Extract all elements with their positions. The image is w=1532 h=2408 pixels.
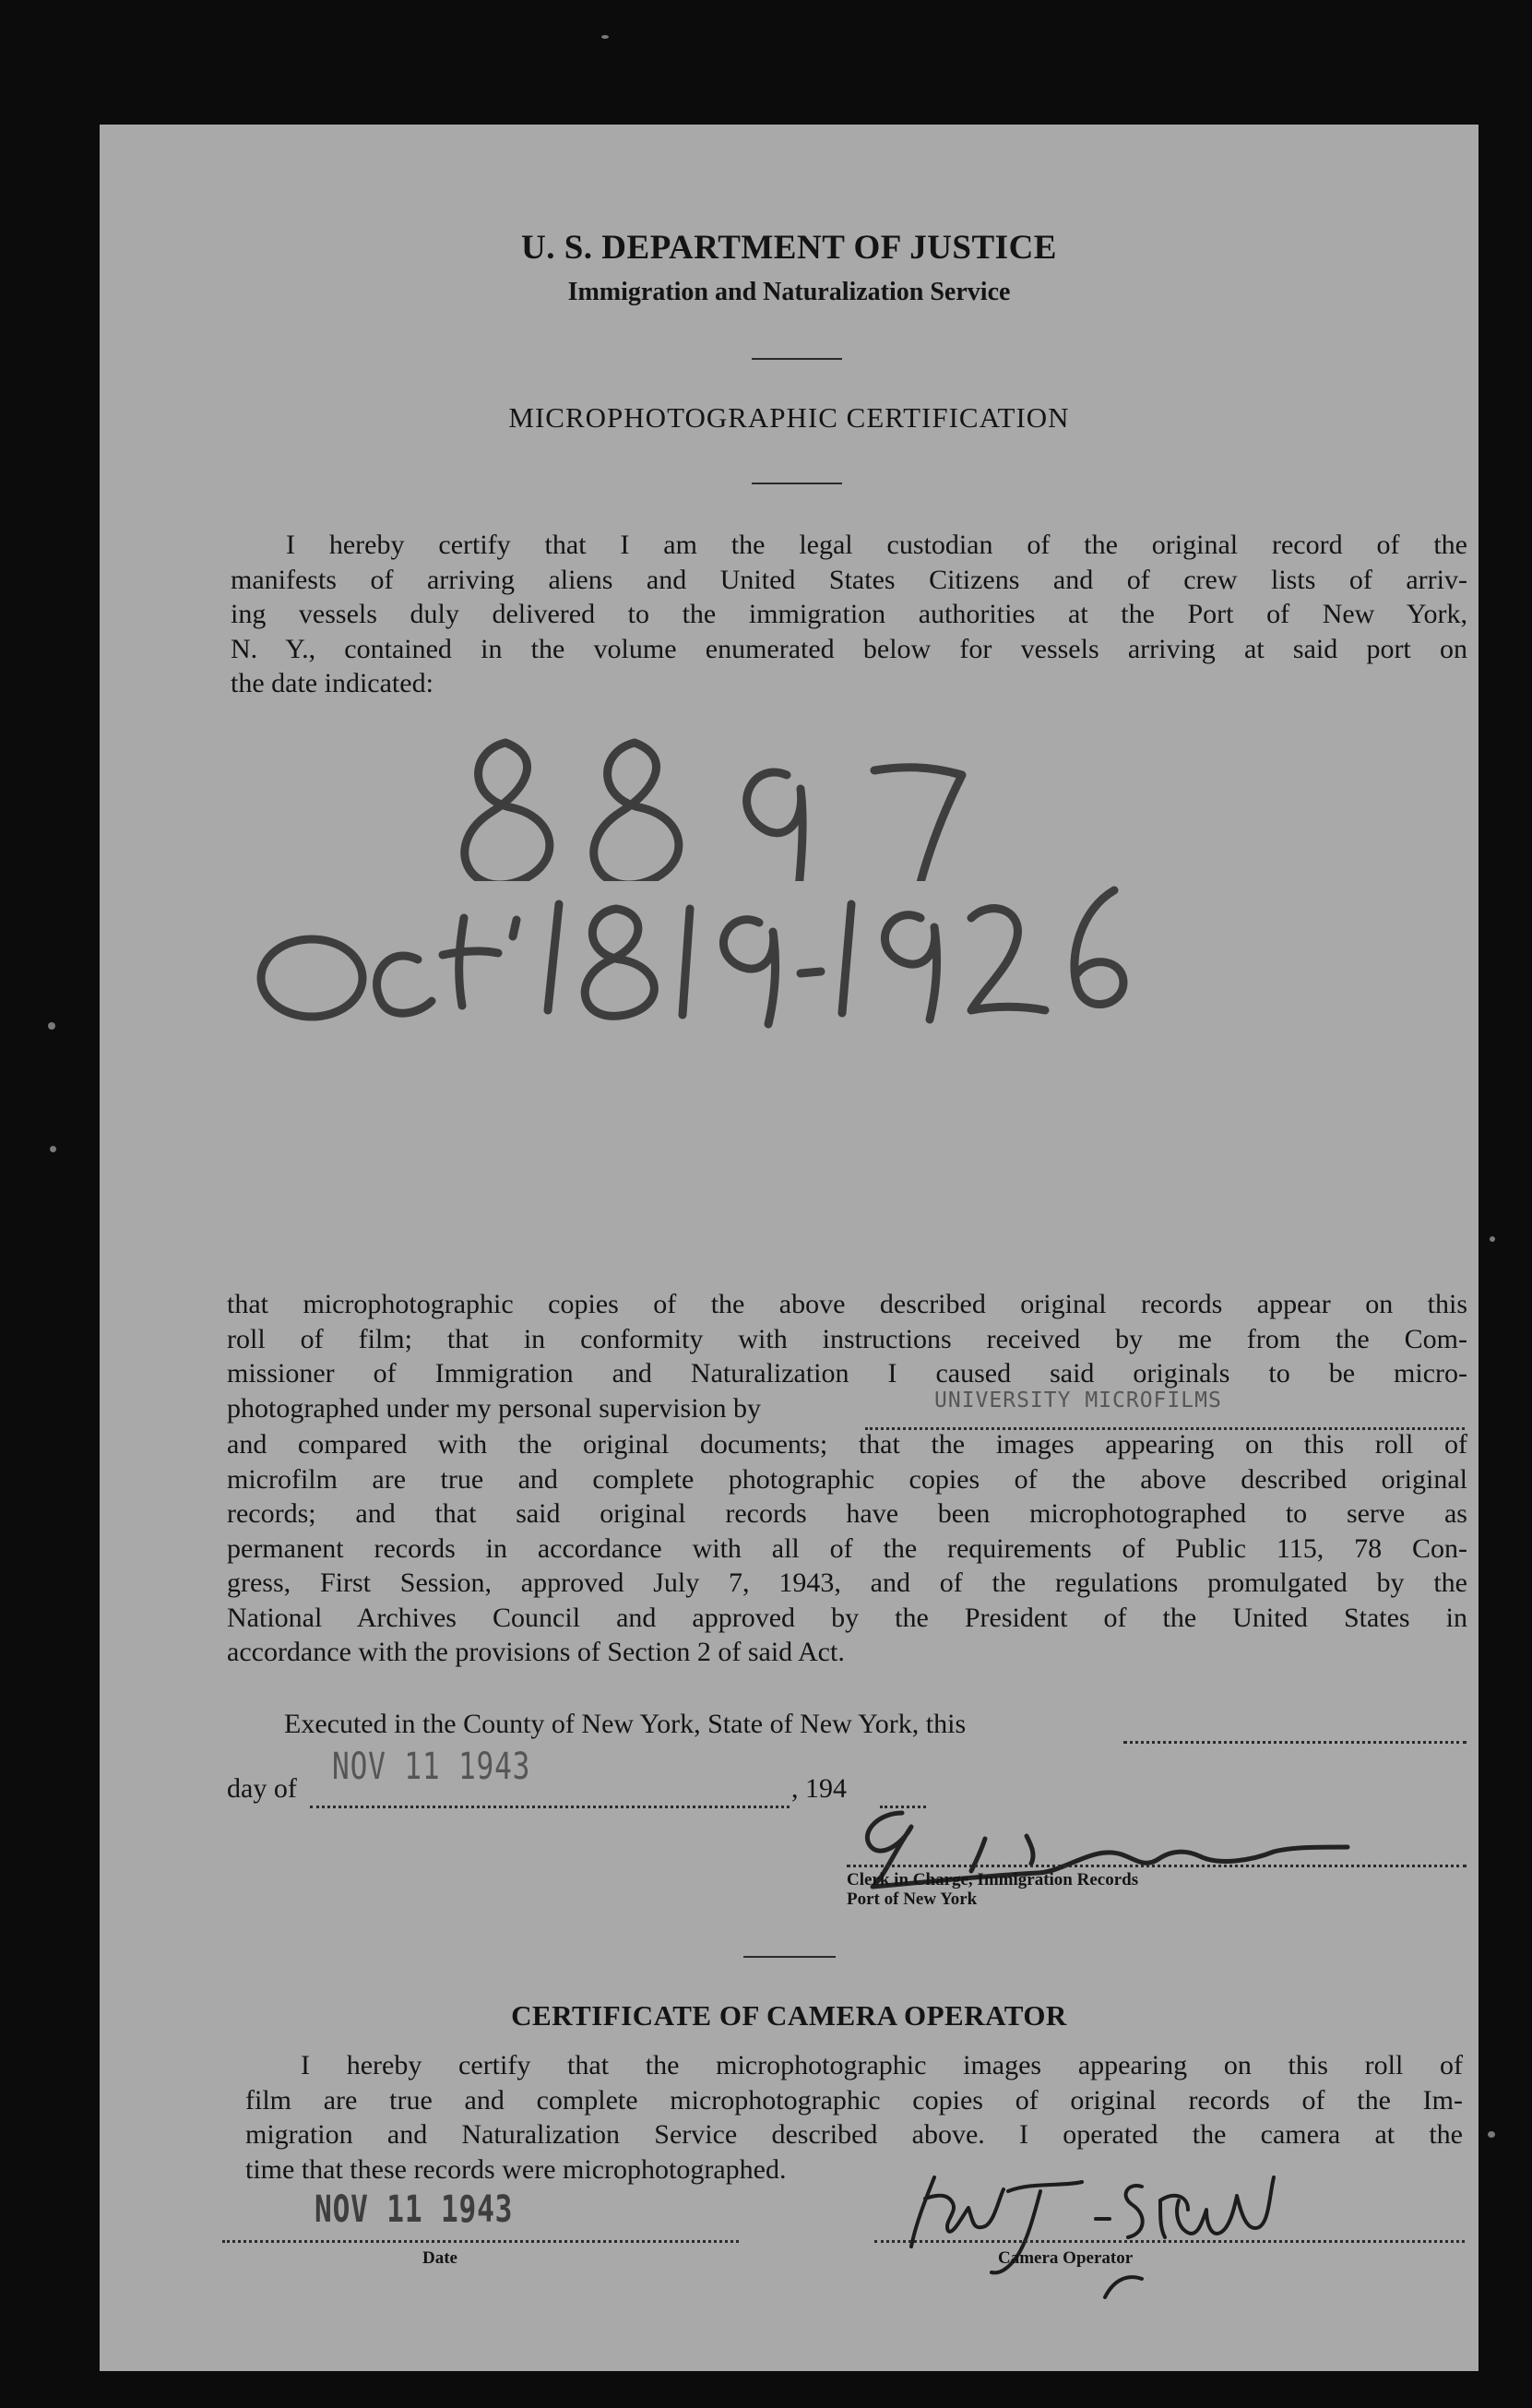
service-subheading: Immigration and Naturalization Service [567,278,1011,306]
operator-date-stamp: NOV 11 1943 [315,2188,514,2231]
paragraph-line: microfilm are true and complete photographic copies of the above described original [227,1463,1467,1495]
certification-title: MICROPHOTOGRAPHIC CERTIFICATION [508,401,1070,434]
paragraph-line: film are true and complete microphotographic copies of original records of the Im- [245,2084,1463,2116]
film-speck [1488,2131,1495,2138]
film-speck [50,1146,56,1152]
paragraph-line: N. Y., contained in the volume enumerated below for vessels arriving at said port on [231,633,1467,664]
day-of-label: day of [227,1773,297,1804]
certificate-sheet [100,125,1479,2371]
clerk-title: Clerk in Charge, Immigration Records [847,1870,1139,1889]
paragraph-line: permanent records in accordance with all of the requirements of Public 115, 78 Con- [227,1532,1467,1564]
camera-operator-title: CERTIFICATE OF CAMERA OPERATOR [511,1999,1067,2032]
year-prefix: , 194 [791,1773,847,1804]
paragraph-line: manifests of arriving aliens and United States Citizens and of crew lists of arriv- [231,564,1467,595]
paragraph-line: I hereby certify that I am the legal custodian of the original record of the [286,530,1467,560]
paragraph-line: roll of film; that in conformity with instructions received by me from the Com- [227,1323,1467,1354]
date-label: Date [422,2248,457,2268]
paragraph-line: missioner of Immigration and Naturalization I caused said originals to be micro- [227,1358,1467,1389]
executed-statement: Executed in the County of New York, State of New York, this [284,1709,967,1739]
film-speck [601,35,609,39]
film-speck [48,1022,55,1030]
paragraph-line: records; and that said original records have been microphotographed to serve as [227,1498,1467,1529]
clerk-location: Port of New York [847,1889,978,1909]
paragraph-line: time that these records were microphotographed. [245,2153,787,2185]
company-stamp: UNIVERSITY MICROFILMS [934,1389,1222,1413]
paragraph-line: National Archives Council and approved by the President of the United States in [227,1602,1467,1633]
film-speck [1490,1236,1495,1242]
paragraph-line: that microphotographic copies of the above described original records appear on this [227,1289,1467,1319]
camera-operator-label: Camera Operator [998,2248,1134,2268]
paragraph-line: I hereby certify that the microphotographic images appearing on this roll of [301,2050,1463,2080]
date-stamp: NOV 11 1943 [332,1746,531,1788]
paragraph-line: gress, First Session, approved July 7, 1943, and of the regulations promulgated by the [227,1568,1467,1598]
paragraph-line: ing vessels duly delivered to the immigration authorities at the Port of New York, [231,599,1467,629]
department-heading: U. S. DEPARTMENT OF JUSTICE [521,229,1057,267]
operator-signature [100,125,1479,2371]
operator-signature-line [874,2240,1465,2243]
paragraph-line: migration and Naturalization Service described above. I operated the camera at the [245,2119,1463,2150]
paragraph-line: and compared with the original documents; that the images appearing on this roll of [227,1429,1467,1460]
supervision-prefix: photographed under my personal supervision by [227,1393,762,1424]
paragraph-line: the date indicated: [231,668,433,698]
paragraph-line: accordance with the provisions of Section 2 of said Act. [227,1637,845,1667]
